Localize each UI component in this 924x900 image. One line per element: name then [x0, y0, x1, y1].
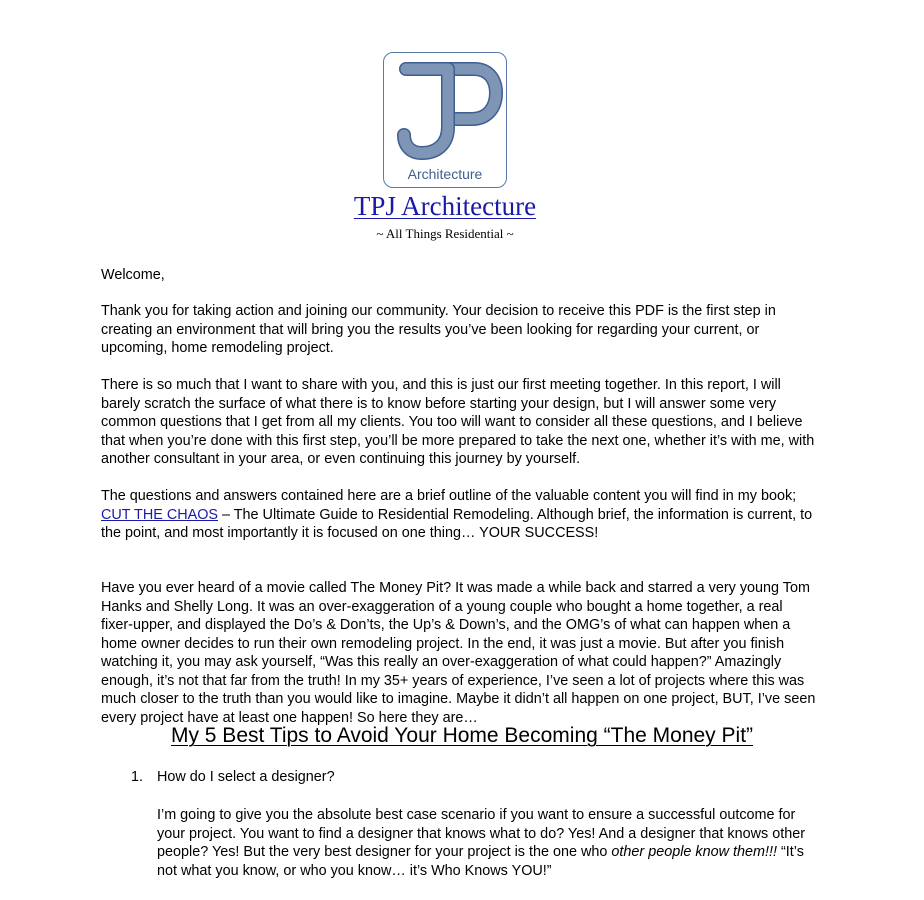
money-pit-paragraph: Have you ever heard of a movie called The Money Pit? It was made a while back and starred a very young Tom Hanks and Shelly Long. It was an over-exaggeration of a young couple who bought a home together, a real fixer-upper, and displayed the Do’s & Don’ts, the Up’s & Down’s, and the OMG’s of what can happen when a home owner decides to run their own remodeling project. In the end, it was just a movie. But after you finish watching it, you may ask yourself, “Was this really an over-exaggeration of what could happen?” Amazingly enough, it’s not that far from the truth! In my 35+ years of experience, I’ve seen a lot of projects where this was much closer to the truth than you would like to imagine. Maybe it didn’t all happen on one project, BUT, I’ve seen every project have at least one happen! So here they are… — [101, 580, 816, 726]
brand-title-link[interactable]: TPJ Architecture — [353, 191, 537, 221]
list-item-answer — [157, 806, 817, 880]
list-item-question: How do I select a designer? — [157, 769, 335, 785]
greeting: Welcome, — [101, 267, 165, 283]
report-paragraph: There is so much that I want to share with you, and this is just our first meeting together. In this report, I will barely scratch the surface of what there is to know before starting your design, but I will answer some very common questions that I get from all my clients. You too will want to consider all these questions, and I believe that when you’re done with this first step, you’ll be more prepared to take the next one, whether it’s with me, with another consultant in your area, or even continuing this journey by yourself. — [101, 377, 815, 467]
answer-emphasis: other people know them!!! — [611, 844, 777, 860]
logo-caption: Architecture — [407, 166, 483, 182]
list-item-number: 1. — [131, 769, 144, 785]
cut-the-chaos-link[interactable]: CUT THE CHAOS — [101, 506, 219, 523]
answer-quote: “It’s not what you know, or who you know… it’s Who Knows YOU!” — [157, 844, 804, 879]
book-paragraph — [101, 487, 817, 543]
tips-heading: My 5 Best Tips to Avoid Your Home Becoming “The Money Pit” — [170, 724, 754, 747]
brand-subtitle: ~ All Things Residential ~ — [376, 226, 514, 241]
book-paragraph-lead: The questions and answers contained here are a brief outline of the valuable content you will find in my book; — [101, 488, 797, 504]
tpj-logo — [383, 52, 507, 188]
intro-paragraph: Thank you for taking action and joining our community. Your decision to receive this PDF is the first step in creating an environment that will bring you the results you’ve been looking for regarding your current, or upcoming, home remodeling project. — [101, 303, 776, 356]
tpj-monogram-icon — [384, 53, 508, 173]
answer-lead: I’m going to give you the absolute best case scenario if you want to ensure a successful outcome for your project. You want to find a designer that knows what to do? Yes! And a designer that knows other people? Yes! But the very best designer for your project is the one who — [157, 807, 806, 860]
book-paragraph-tail: – The Ultimate Guide to Residential Remodeling. Although brief, the information is current, to the point, and most importantly it is focused on one thing… YOUR SUCCESS! — [101, 506, 813, 541]
